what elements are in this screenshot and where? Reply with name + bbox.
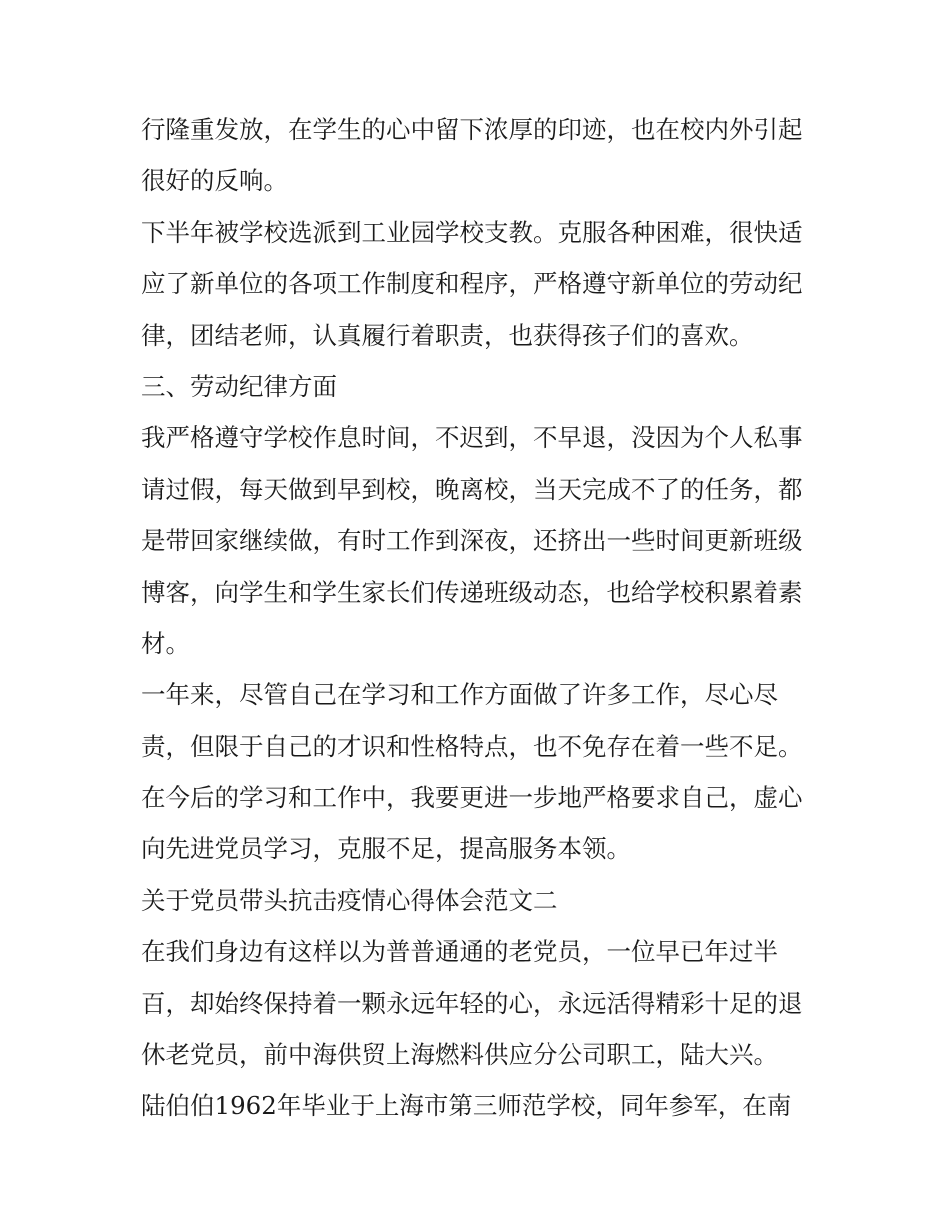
text-line: 请过假，每天做到早到校，晚离校，当天完成不了的任务，都 — [141, 474, 803, 504]
text-line: 在今后的学习和工作中，我要更进一步地严格要求自己，虚心 — [141, 783, 803, 813]
text-line: 律，团结老师，认真履行着职责，也获得孩子们的喜欢。 — [141, 320, 754, 350]
text-line: 一年来，尽管自己在学习和工作方面做了许多工作，尽心尽 — [141, 680, 778, 710]
text-line: 我严格遵守学校作息时间，不迟到，不早退，没因为个人私事 — [141, 423, 803, 453]
text-line: 应了新单位的各项工作制度和程序，严格遵守新单位的劳动纪 — [141, 269, 803, 299]
text-line: 行隆重发放，在学生的心中留下浓厚的印迹，也在校内外引起 — [141, 115, 803, 144]
text-line: 博客，向学生和学生家长们传递班级动态，也给学校积累着素 — [141, 577, 803, 607]
text-line: 材。 — [141, 628, 190, 658]
text-line: 责，但限于自己的才识和性格特点，也不免存在着一些不足。 — [141, 731, 803, 761]
document-body — [141, 104, 821, 1132]
article-title: 关于党员带头抗击疫情心得体会范文二 — [141, 885, 558, 915]
text-line: 百，却始终保持着一颗永远年轻的心，永远活得精彩十足的退 — [141, 988, 803, 1018]
section-heading: 三、劳动纪律方面 — [141, 371, 337, 401]
text-line: 向先进党员学习，克服不足，提高服务本领。 — [141, 834, 631, 864]
text-line: 是带回家继续做，有时工作到深夜，还挤出一些时间更新班级 — [141, 526, 803, 556]
text-line: 在我们身边有这样以为普普通通的老党员，一位早已年过半 — [141, 937, 778, 967]
text-line: 休老党员，前中海供贸上海燃料供应分公司职工，陆大兴。 — [141, 1040, 778, 1070]
text-line: 下半年被学校选派到工业园学校支教。克服各种困难，很快适 — [141, 217, 803, 247]
text-line: 陆伯伯1962年毕业于上海市第三师范学校，同年参军，在南 — [141, 1091, 792, 1121]
text-line: 很好的反响。 — [141, 166, 288, 196]
